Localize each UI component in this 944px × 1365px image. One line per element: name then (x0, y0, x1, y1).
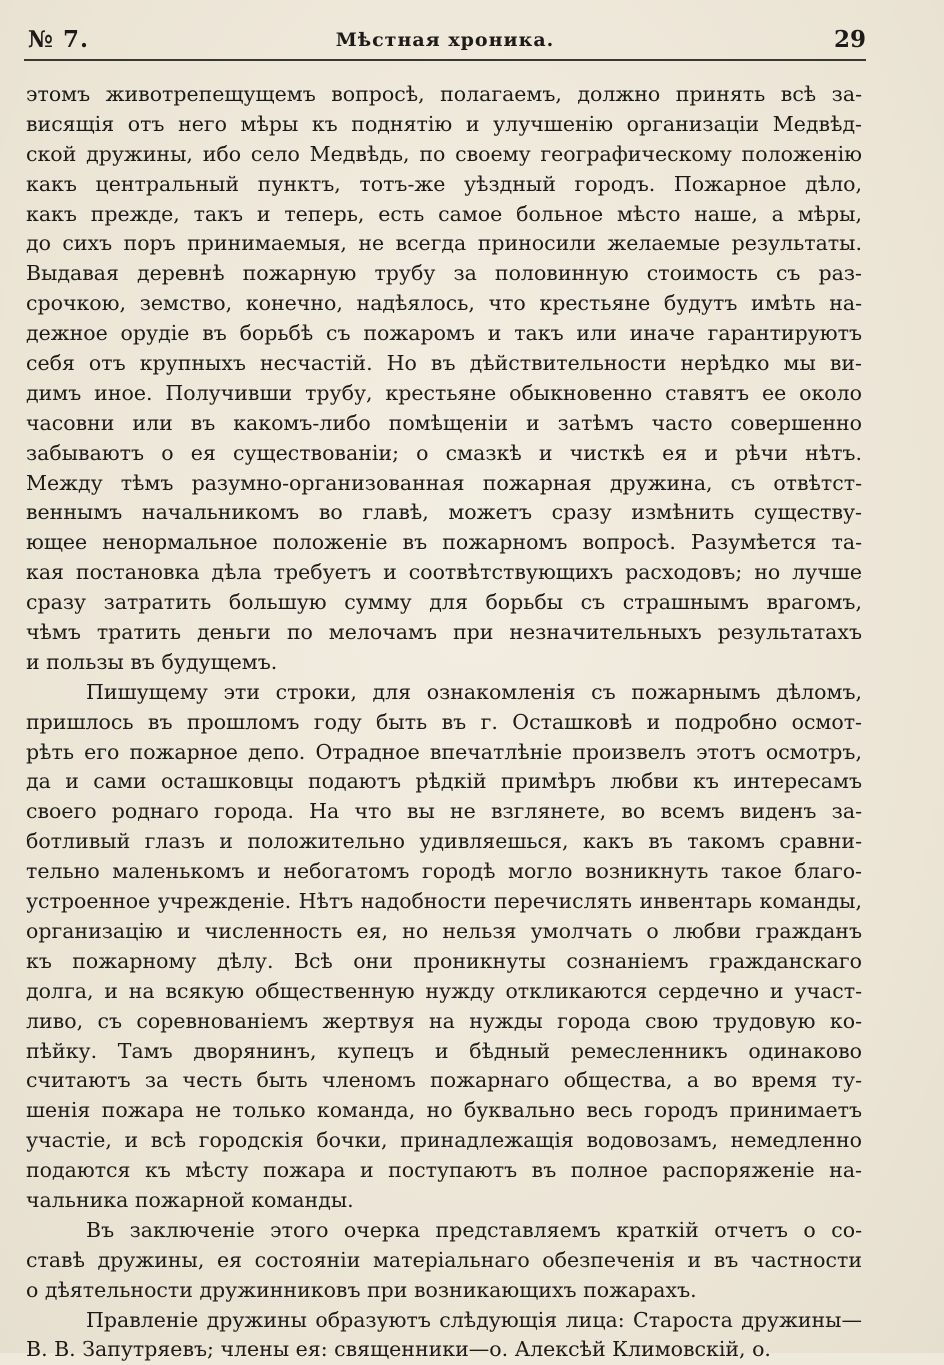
paragraph (26, 80, 862, 678)
text-line: организацію и численность ея, но нельзя умолчать о любви гражданъ (26, 918, 862, 943)
page-header (24, 26, 866, 56)
text-line: да и сами осташковцы подаютъ рѣдкій примѣръ любви къ интересамъ (26, 769, 862, 794)
text-line: считаютъ за честь быть членомъ пожарнаго общества, а во время ту- (26, 1068, 862, 1093)
text-line: участіе, и всѣ городскія бочки, принадлежащія водовозамъ, немедленно (26, 1128, 862, 1153)
text-line: ской дружины, ибо село Медвѣдь, по своему географическому положенію (26, 141, 862, 166)
text-line: о дѣятельности дружинниковъ при возникающихъ пожарахъ. (26, 1277, 697, 1302)
text-line: своего роднаго города. На что вы не взглянете, во всемъ виденъ за- (26, 799, 862, 824)
text-line: часовни или въ какомъ-либо помѣщеніи и затѣмъ часто совершенно (26, 410, 862, 435)
text-line: ботливый глазъ и положительно удивляешься, какъ въ такомъ сравни- (26, 829, 862, 854)
text-line: Правленіе дружины образуютъ слѣдующія лица: Староста дружины— (86, 1307, 862, 1332)
paragraph (26, 1216, 862, 1306)
text-line: какъ прежде, такъ и теперь, есть самое больное мѣсто наше, а мѣры, (26, 201, 862, 226)
text-line: ставѣ дружины, ея состояніи матеріальнаго обезпеченія и въ частности (26, 1247, 862, 1272)
text-line: чѣмъ тратить деньги по мелочамъ при незначительныхъ результатахъ (26, 620, 862, 645)
text-line: Въ заключеніе этого очерка представляемъ краткій отчетъ о со- (86, 1217, 862, 1242)
text-line: долга, и на всякую общественную нужду откликаются сердечно и участ- (26, 978, 862, 1003)
text-line: дежное орудіе въ борьбѣ съ пожаромъ и такъ или иначе гарантируютъ (26, 321, 862, 346)
text-line: рѣть его пожарное депо. Отрадное впечатлѣніе произвелъ этотъ осмотръ, (26, 739, 862, 764)
text-line: этомъ животрепещущемъ вопросѣ, полагаемъ, должно принять всѣ за- (26, 82, 862, 106)
text-line: пѣйку. Тамъ дворянинъ, купецъ и бѣдный ремесленникъ одинаково (26, 1038, 862, 1063)
text-line: ливо, съ соревнованіемъ жертвуя на нужды города свою трудовую ко- (26, 1008, 862, 1033)
paragraph (26, 1306, 862, 1365)
header-rule (24, 59, 866, 61)
text-line: тельно маленькомъ и небогатомъ городѣ могло возникнуть такое благо- (26, 859, 862, 884)
text-line: забываютъ о ея существованіи; о смазкѣ и чисткѣ ея и рѣчи нѣтъ. (26, 440, 862, 465)
text-line: и пользы въ будущемъ. (26, 649, 278, 674)
text-line: кая постановка дѣла требуетъ и соотвѣтствующихъ расходовъ; но лучше (26, 560, 862, 585)
text-line: В. В. Запутряевъ; члены ея: священники—о. Алексѣй Климовскій, о. (26, 1337, 771, 1362)
text-line: Выдавая деревнѣ пожарную трубу за половинную стоимость съ раз- (26, 261, 862, 286)
issue-number: № 7. (28, 26, 90, 53)
page-number: 29 (833, 26, 866, 53)
running-title: Мѣстная хроника. (335, 29, 555, 51)
text-line: сразу затратить большую сумму для борьбы съ страшнымъ врагомъ, (26, 590, 862, 615)
text-line: устроенное учрежденіе. Нѣтъ надобности перечислять инвентарь команды, (26, 889, 862, 914)
text-line: Пишущему эти строки, для ознакомленія съ пожарнымъ дѣломъ, (86, 679, 862, 704)
body-text (26, 80, 862, 1365)
text-line: висящія отъ него мѣры къ поднятію и улучшенію организаціи Медвѣд- (26, 111, 862, 136)
text-line: Между тѣмъ разумно-организованная пожарная дружина, съ отвѣтст- (26, 470, 862, 495)
text-line: себя отъ крупныхъ несчастій. Но въ дѣйствительности нерѣдко мы ви- (26, 351, 862, 376)
text-line: подаются къ мѣсту пожара и поступаютъ въ полное распоряженіе на- (26, 1158, 862, 1183)
text-line: веннымъ начальникомъ во главѣ, можетъ сразу измѣнить существу- (26, 500, 862, 525)
text-line: срочкою, земство, конечно, надѣялось, что крестьяне будутъ имѣть на- (26, 291, 862, 316)
text-line: какъ центральный пунктъ, тотъ-же уѣздный городъ. Пожарное дѣло, (26, 171, 862, 196)
text-line: шенія пожара не только команда, но буквально весь городъ принимаетъ (26, 1098, 862, 1123)
text-line: пришлось въ прошломъ году быть въ г. Осташковѣ и подробно осмот- (26, 709, 862, 734)
paragraph (26, 678, 862, 1216)
text-line: до сихъ поръ принимаемыя, не всегда приносили желаемые результаты. (26, 231, 862, 256)
text-line: къ пожарному дѣлу. Всѣ они проникнуты сознаніемъ гражданскаго (26, 948, 862, 973)
text-line: ющее ненормальное положеніе въ пожарномъ вопросѣ. Разумѣется та- (26, 530, 862, 555)
text-line: димъ иное. Получивши трубу, крестьяне обыкновенно ставятъ ее около (26, 380, 862, 405)
text-line: чальника пожарной команды. (26, 1187, 354, 1212)
